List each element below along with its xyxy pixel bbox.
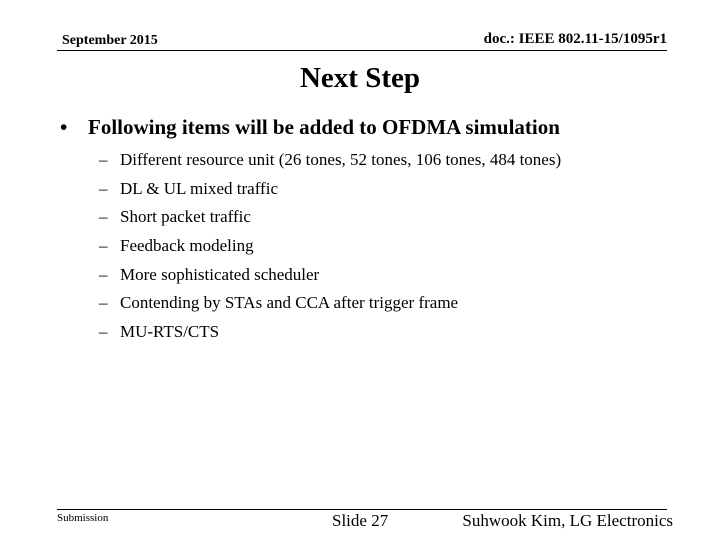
header-date: September 2015 — [62, 33, 158, 48]
sub-bullet-item — [99, 263, 561, 292]
sub-bullet-item — [99, 148, 561, 177]
bullet-marker: • — [60, 115, 68, 139]
sub-bullet-text: More sophisticated scheduler — [120, 264, 320, 284]
sub-bullet-item — [99, 205, 561, 234]
sub-bullet-text: Feedback modeling — [120, 236, 254, 256]
dash-marker: – — [99, 236, 108, 256]
sub-bullet-text: Contending by STAs and CCA after trigger frame — [120, 293, 459, 313]
sub-bullet-item — [99, 291, 561, 320]
dash-marker: – — [99, 150, 108, 169]
dash-marker: – — [99, 264, 108, 284]
sub-bullet-text: Short packet traffic — [120, 207, 251, 227]
slide-title: Next Step — [299, 62, 420, 94]
sub-bullet-text: Different resource unit (26 tones, 52 tones, 106 tones, 484 tones) — [120, 150, 562, 169]
footer-divider — [57, 509, 667, 510]
sub-bullet-item — [99, 320, 561, 349]
sub-bullet-item — [99, 234, 561, 263]
header-doc-id: doc.: IEEE 802.11-15/1095r1 — [483, 31, 667, 47]
dash-marker: – — [99, 178, 108, 198]
footer-slide-number: Slide 27 — [332, 511, 389, 530]
sub-bullet-text: MU-RTS/CTS — [120, 322, 220, 342]
dash-marker: – — [99, 322, 108, 342]
header-divider — [57, 50, 667, 51]
dash-marker: – — [99, 207, 108, 227]
footer-author: Suhwook Kim, LG Electronics — [462, 511, 673, 530]
main-bullet — [60, 115, 560, 140]
main-bullet-text: Following items will be added to OFDMA simulation — [88, 115, 560, 139]
dash-marker: – — [99, 293, 108, 313]
footer-submission: Submission — [57, 512, 109, 524]
sub-bullet-item — [99, 177, 561, 206]
sub-bullet-text: DL & UL mixed traffic — [120, 178, 278, 198]
sub-bullet-list — [99, 148, 561, 349]
